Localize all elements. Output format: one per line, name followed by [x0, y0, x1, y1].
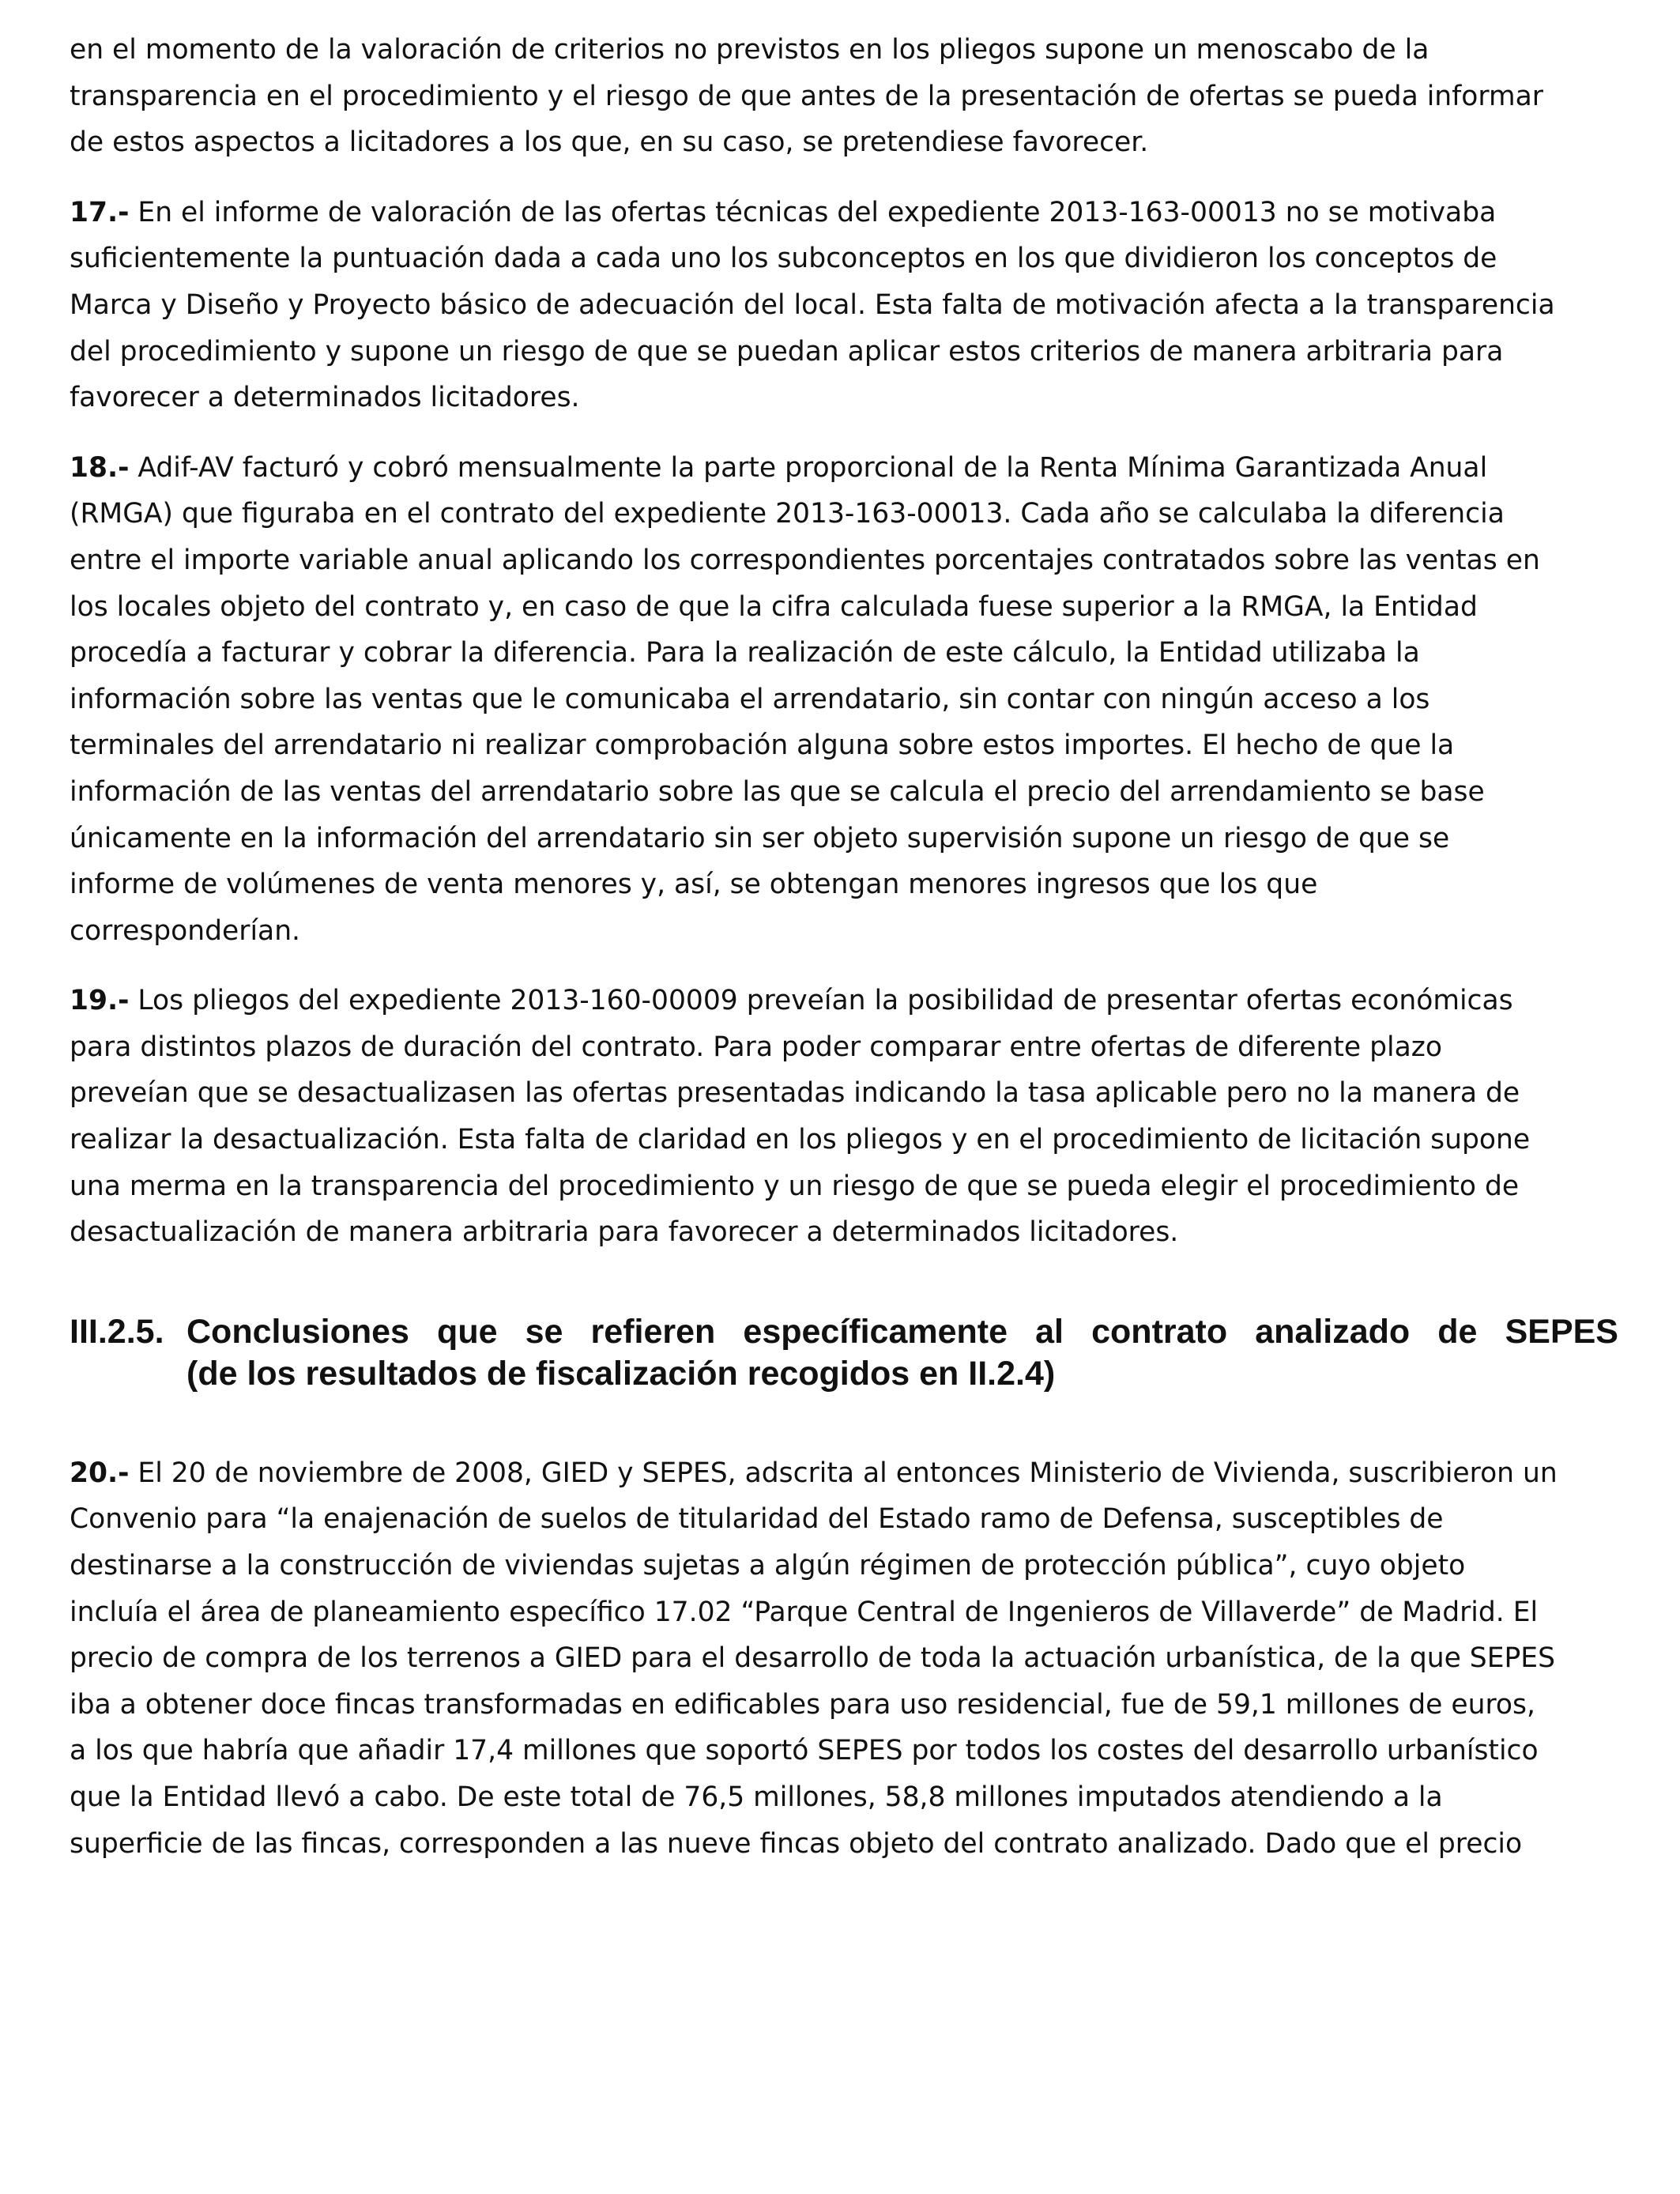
text-line: suficientemente la puntuación dada a cada uno los subconceptos en los que dividieron los conceptos de: [70, 243, 1497, 275]
text-fragment: El 20 de noviembre de 2008, GIED y SEPES, adscrita al entonces Ministerio de Vivienda, suscribieron un: [129, 1457, 1558, 1489]
paragraph-20: [70, 1450, 1618, 1867]
text-line: información sobre las ventas que le comunicaba el arrendatario, sin contar con ningún acceso a los: [70, 683, 1430, 715]
text-line: Convenio para “la enajenación de suelos de titularidad del Estado ramo de Defensa, susceptibles de: [70, 1503, 1444, 1536]
section-title-line-2: (de los resultados de fiscalización recogidos en II.2.4): [186, 1354, 1056, 1393]
paragraph-17: [70, 190, 1618, 421]
text-line: [70, 190, 1618, 236]
text-line: realizar la desactualización. Esta falta de claridad en los pliegos y en el procedimiento de licitación supone: [70, 1124, 1531, 1156]
text-line: terminales del arrendatario ni realizar comprobación alguna sobre estos importes. El hecho de que la: [70, 729, 1455, 762]
text-fragment: En el informe de valoración de las ofertas técnicas del expediente 2013-163-00013 no se motivaba: [129, 196, 1497, 228]
intro-paragraph: [70, 27, 1618, 166]
section-heading: [70, 1311, 1618, 1395]
paragraph-number: 20.-: [70, 1457, 130, 1489]
text-line: del procedimiento y supone un riesgo de que se puedan aplicar estos criterios de manera arbitraria para: [70, 335, 1504, 368]
text-line: entre el importe variable anual aplicando los correspondientes porcentajes contratados sobre las ventas en: [70, 544, 1540, 576]
paragraph-number: 17.-: [70, 196, 130, 228]
text-line: de estos aspectos a licitadores a los que, en su caso, se pretendiese favorecer.: [70, 126, 1149, 159]
paragraph-19: [70, 978, 1618, 1256]
text-fragment: Adif-AV facturó y cobró mensualmente la parte proporcional de la Renta Mínima Garantizada Anual: [129, 451, 1488, 484]
paragraph-18: [70, 445, 1618, 955]
text-line: a los que habría que añadir 17,4 millones que soportó SEPES por todos los costes del desarrollo urbanístico: [70, 1735, 1539, 1767]
text-line: los locales objeto del contrato y, en caso de que la cifra calculada fuese superior a la RMGA, la Entidad: [70, 590, 1478, 623]
text-line: preveían que se desactualizasen las ofertas presentadas indicando la tasa aplicable pero no la manera de: [70, 1077, 1520, 1110]
text-line: información de las ventas del arrendatario sobre las que se calcula el precio del arrendamiento se base: [70, 775, 1485, 808]
text-line: [70, 445, 1618, 492]
paragraph-number: 19.-: [70, 985, 130, 1017]
document-page: [70, 27, 1618, 1891]
text-line: en el momento de la valoración de criterios no previstos en los pliegos supone un menoscabo de la: [70, 34, 1430, 66]
text-line: procedía a facturar y cobrar la diferencia. Para la realización de este cálculo, la Entidad utilizaba la: [70, 637, 1420, 669]
text-line: para distintos plazos de duración del contrato. Para poder comparar entre ofertas de diferente plazo: [70, 1031, 1442, 1063]
text-line: [70, 978, 1618, 1024]
text-fragment: Los pliegos del expediente 2013-160-00009 preveían la posibilidad de presentar ofertas económicas: [129, 985, 1513, 1017]
text-line: Marca y Diseño y Proyecto básico de adecuación del local. Esta falta de motivación afecta a la transparencia: [70, 288, 1555, 321]
text-line: superficie de las fincas, corresponden a las nueve fincas objeto del contrato analizado. Dado que el precio: [70, 1827, 1523, 1860]
text-line: transparencia en el procedimiento y el riesgo de que antes de la presentación de ofertas se pueda informar: [70, 80, 1543, 112]
paragraph-number: 18.-: [70, 451, 130, 484]
section-number: III.2.5.: [70, 1312, 164, 1351]
section-title-line-1: Conclusiones que se refieren específicamente al contrato analizado de SEPES: [186, 1312, 1618, 1351]
text-line: desactualización de manera arbitraria para favorecer a determinados licitadores.: [70, 1216, 1179, 1249]
text-line: [70, 1450, 1618, 1497]
text-line: destinarse a la construcción de viviendas sujetas a algún régimen de protección pública”, cuyo objeto: [70, 1550, 1466, 1582]
text-line: precio de compra de los terrenos a GIED para el desarrollo de toda la actuación urbanística, de la que SEPES: [70, 1642, 1555, 1675]
text-line: incluía el área de planeamiento específico 17.02 “Parque Central de Ingenieros de Villaverde” de Madrid. El: [70, 1596, 1539, 1628]
text-line: iba a obtener doce fincas transformadas en edificables para uso residencial, fue de 59,1 millones de euros,: [70, 1688, 1535, 1721]
text-line: que la Entidad llevó a cabo. De este total de 76,5 millones, 58,8 millones imputados atendiendo a la: [70, 1781, 1443, 1813]
text-line: una merma en la transparencia del procedimiento y un riesgo de que se pueda elegir el procedimiento de: [70, 1170, 1520, 1202]
text-line: corresponderían.: [70, 914, 301, 947]
text-line: únicamente en la información del arrendatario sin ser objeto supervisión supone un riesgo de que se: [70, 822, 1450, 854]
text-line: favorecer a determinados licitadores.: [70, 382, 580, 414]
text-line: informe de volúmenes de venta menores y, así, se obtengan menores ingresos que los que: [70, 869, 1318, 901]
text-line: (RMGA) que figuraba en el contrato del expediente 2013-163-00013. Cada año se calculaba la diferencia: [70, 498, 1505, 530]
